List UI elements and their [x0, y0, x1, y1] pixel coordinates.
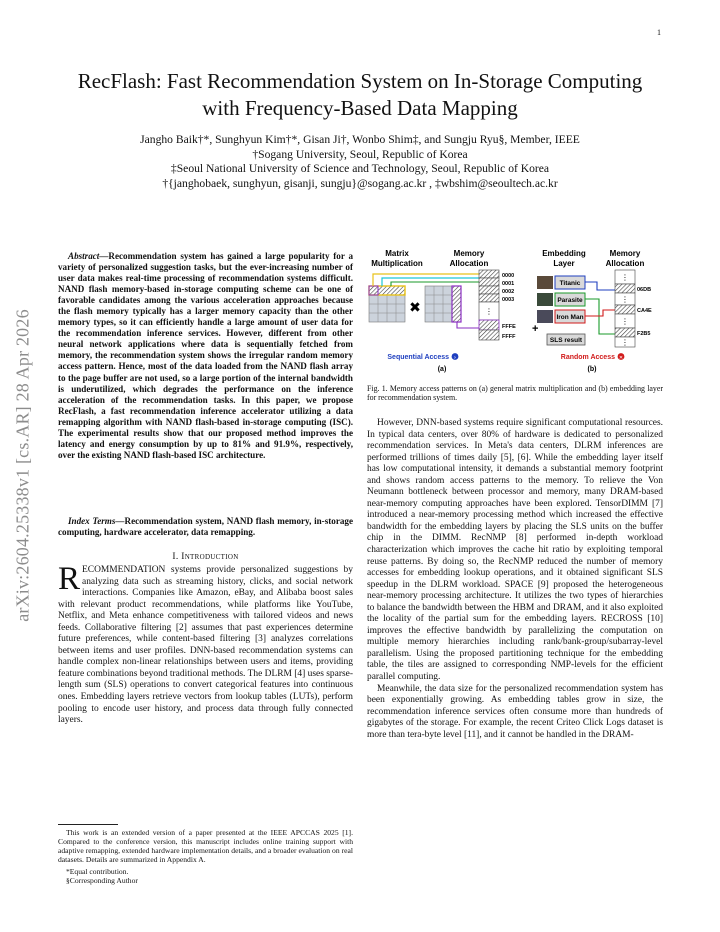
body-paragraph-1: However, DNN-based systems require significant computational resources. In typical data centers, over 80% of hardware is dedicated to personalized recommendation services. In Meta's data centers, DLRM inferences are performed trillions of times daily [5], [6]. While the embedding layer itself has low computational intensity, it demands a substantial memory footprint and shows random access patterns to the memory. To relieve the Von Neumann bottleneck between processor and memory, many DRAM-based near-memory computing approaches have been explored. TensorDIMM [7] introduced a near-memory processing method which increased the effective bandwidth for the embedding layers by placing the SLS units on the buffer chip in the DIMM. RecNMP [8] performed in-depth workload characterization which improves the cache hit ratio by exploiting temporal reuse patterns. By doing so, the RecNMP reduced the number of memory accesses for embedding lookup operations, and it obtained significant SLS speedup in the DLRM workload. SPACE [9] proposed the heterogeneous near-memory processing architecture. It utilizes the two types of hierarchies to balance the bandwidth between the HBM and DRAM, and it also exploited the locality of the partial sum for the embedding layers. RECROSS [10] improves the effective bandwidth by parallelizing the computation on multiple memory hierarchies including rank/bank-group/subarray-level parallelism. Using the proposed partitioning technique for the embedding table, the tiles are assigned to corresponding NMP-levels for the efficient parallel computing. — [367, 418, 663, 683]
matrix-a — [369, 286, 405, 322]
sls-result-label: SLS result — [549, 337, 583, 344]
fig-b-address-2: F2B5 — [637, 331, 651, 337]
fig-a-header-matrix: Matrix — [385, 249, 409, 258]
abstract-text: Recommendation system has gained a large popularity for a variety of personalized suggestion tasks, but the ever-increasing number of user data makes real-time processing of recommendation systems difficult. NAND flash memory-based in-storage computing scheme can be one of favorable candidates among the various acceleration approaches because the flash memory typically has a larger memory capacity than the other memory types, so it can efficiently handle a large amount of user data for the recommendation inference services. However, different from other neural network applications where data is sequentially fetched from memory, the recommendation system shows the irregular random memory access pattern. Hence, most of the data loaded from the NAND flash array to the page buffer are not used, so a large portion of the internal bandwidth is underutilized, which degrades the performance on the inference acceleration of the recommendation tasks. In this paper, we propose RecFlash, a fast recommendation inference accelerator utilizing a data remapping algorithm with NAND flash-based in-storage computing (ISC). The experimental results show that our proposed method improves the latency and energy consumption by up to 81% and 91.9%, respectively, over the existing NAND flash-based ISC architecture. — [58, 251, 353, 460]
movie-thumbnail-icon — [537, 276, 553, 289]
index-terms-label: Index Terms— — [68, 516, 125, 526]
movie-thumbnail-icon — [537, 293, 553, 306]
random-access-label: Random Access — [560, 354, 615, 361]
intro-paragraph — [58, 561, 353, 727]
drop-cap: R — [58, 561, 81, 597]
svg-text:⋮: ⋮ — [485, 307, 493, 316]
fig-b-header-allocation: Allocation — [605, 259, 645, 268]
movie-thumbnail-icon — [537, 310, 553, 323]
footnote-corresponding-author: §Corresponding Author — [66, 876, 138, 886]
right-column-body — [367, 418, 663, 741]
abstract — [58, 251, 353, 461]
fig-a-address-5: FFFF — [502, 334, 516, 340]
embedding-item-1: Parasite — [557, 297, 583, 304]
svg-text:⋮: ⋮ — [621, 295, 629, 304]
fig-a-header-multiplication: Multiplication — [371, 259, 423, 268]
figure-1-diagram — [367, 246, 663, 376]
svg-text:✕: ✕ — [618, 355, 624, 361]
fig-a-address-2: 0002 — [502, 289, 515, 295]
fig-a-address-1: 0001 — [502, 281, 515, 287]
multiply-icon: ✖ — [409, 299, 421, 315]
fig-sub-b: (b) — [587, 366, 597, 373]
fig-a-address-4: FFFE — [502, 324, 516, 330]
fig-b-address-1: CA4E — [637, 308, 652, 314]
title-line-1: RecFlash: Fast Recommendation System on In-Storage Computing — [77, 69, 643, 93]
page-number: 1 — [657, 28, 661, 37]
svg-text:⋮: ⋮ — [621, 273, 629, 282]
footnote-equal-contribution: *Equal contribution. — [66, 867, 129, 877]
index-terms — [58, 516, 353, 538]
intro-first-word: ECOMMENDATION — [82, 565, 166, 575]
abstract-label: Abstract— — [68, 251, 109, 261]
footnotes — [58, 828, 353, 886]
sequential-access-label: Sequential Access — [387, 354, 449, 361]
fig-a-address-0: 0000 — [502, 273, 515, 279]
arxiv-sidebar-id: arXiv:2604.25338v1 [cs.AR] 28 Apr 2026 — [12, 309, 33, 622]
paper-title — [58, 68, 662, 122]
plus-icon: + — [532, 323, 539, 335]
index-terms-text: Recommendation system, NAND flash memory, in-storage computing, hardware accelerator, data remapping. — [58, 516, 353, 538]
author-emails: †{janghobaek, sunghyun, gisanji, sungju}@sogang.ac.kr , ‡wbshim@seoultech.ac.kr — [162, 176, 558, 190]
figure-1 — [367, 246, 663, 381]
memory-column-a — [479, 270, 499, 340]
fig-a-address-3: 0003 — [502, 297, 515, 303]
svg-text:›: › — [454, 355, 456, 361]
affiliation-2: ‡Seoul National University of Science and Technology, Seoul, Republic of Korea — [170, 162, 550, 175]
affiliation-1: †Sogang University, Seoul, Republic of Korea — [252, 147, 468, 161]
footnote-rule — [58, 824, 118, 825]
body-paragraph-2: Meanwhile, the data size for the personalized recommendation system has been exponentially growing. As embedding tables grow in size, the recommendation inference services often consume more than hundreds of gigabytes of the storage. For example, the recent Criteo Click Logs dataset is more than tera-byte level [11], and it cannot be handled in the DRAM- — [367, 683, 663, 740]
embedding-item-2: Iron Man — [556, 314, 584, 321]
fig-a-header-memory: Memory — [453, 249, 485, 258]
footnote-extended-version: This work is an extended version of a paper presented at the IEEE APCCAS 2025 [1]. Compared to the conference version, this manuscript includes online training support with adaptive remapping, extended hardware implementation details, and a broader evaluation on real datasets. Details are summarized in Appendix A. — [58, 828, 353, 865]
embedding-item-0: Titanic — [559, 280, 581, 287]
matrix-b — [425, 286, 461, 322]
figure-1-caption: Fig. 1. Memory access patterns on (a) general matrix multiplication and (b) embedding layer for recommendation system. — [367, 384, 663, 403]
author-list: Jangho Baik†*, Sunghyun Kim†*, Gisan Ji†, Wonbo Shim‡, and Sungju Ryu§, Member, IEEE — [140, 133, 580, 146]
fig-b-address-0: 06DB — [637, 287, 652, 293]
author-block — [58, 133, 662, 191]
fig-sub-a: (a) — [437, 366, 447, 373]
title-line-2: with Frequency-Based Data Mapping — [202, 96, 518, 120]
fig-b-header-layer: Layer — [553, 259, 575, 268]
intro-text: systems provide personalized suggestions by analyzing data such as streaming history, clicks, and social network interactions. Companies like Amazon, eBay, and Alibaba boost sales with relevant product recommendations, while platforms like YouTube, Netflix, and Meta enhance competitiveness with tailored videos and news feeds. Collaborative filtering [2] assumes that past experiences determine future preferences, while content-based filtering [3] analyzes correlations between items and user profiles. DNN-based recommendation systems can handle complex non-linear relationships between users and items, providing feature combinations beyond traditional methods. The DLRM [4] uses sparse-length sum (SLS) operations to convert categorical features into continuous ones. Embedding layers retrieve vectors from lookup tables (LUTs), perform pooling to encode user history, and process data through fully connected layers. — [58, 565, 353, 726]
fig-b-header-embedding: Embedding — [542, 249, 586, 258]
section-heading-introduction: I. Introduction — [172, 552, 239, 562]
svg-text:⋮: ⋮ — [621, 317, 629, 326]
memory-column-b — [615, 270, 635, 347]
svg-text:⋮: ⋮ — [621, 338, 629, 347]
fig-b-header-memory: Memory — [609, 249, 641, 258]
fig-a-header-allocation: Allocation — [449, 259, 489, 268]
